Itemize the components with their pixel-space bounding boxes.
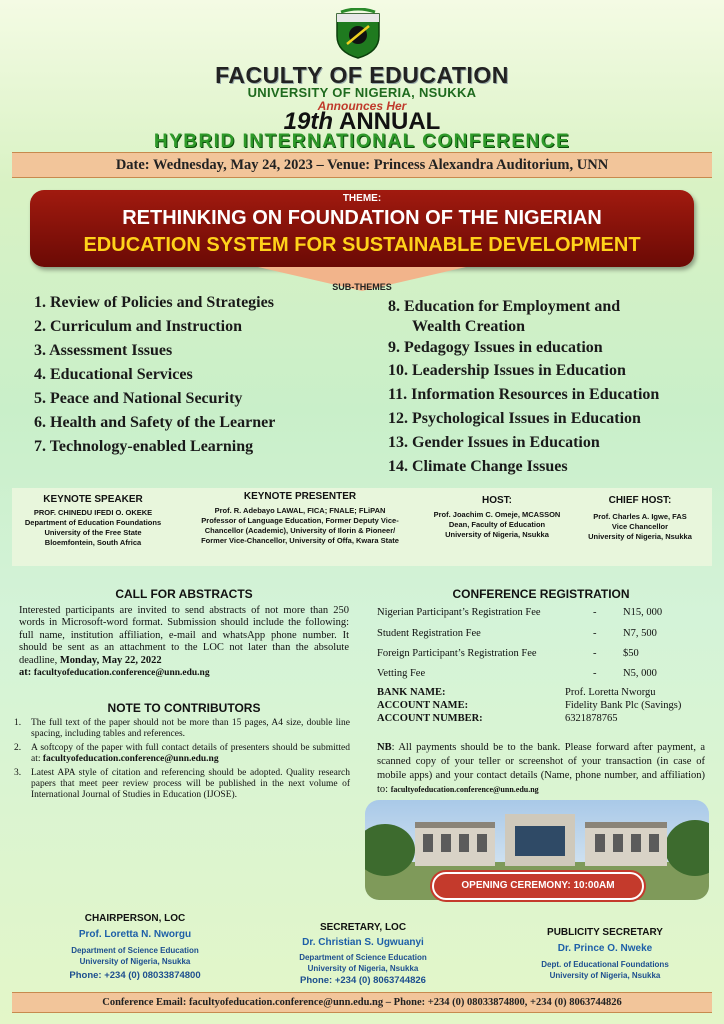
registration-title: CONFERENCE REGISTRATION	[452, 587, 630, 601]
footer-contact: Conference Email: facultyofeducation.conference@unn.edu.ng – Phone: +234 (0) 08033874800, +234 (0) 8063744826	[102, 997, 622, 1008]
chief-host-title: CHIEF HOST:	[608, 495, 672, 506]
abstracts-email: facultyofeducation.conference@unn.edu.ng	[33, 668, 210, 679]
detail-line: Prof. Charles A. Igwe, FAS	[593, 512, 687, 521]
subtheme-item: 12. Psychological Issues in Education	[388, 410, 641, 427]
note-number: 3.	[14, 767, 22, 778]
fee-dash: -	[593, 628, 597, 639]
fee-amount: N5, 000	[623, 668, 657, 679]
note-text-part: A softcopy of the paper with full contact details of presenters should be submitted at:	[31, 742, 350, 765]
subtheme-item: 13. Gender Issues in Education	[388, 434, 600, 451]
bank-label: ACCOUNT NUMBER:	[377, 713, 483, 724]
fee-amount: N7, 500	[623, 628, 657, 639]
abstracts-text: Interested participants are invited to send abstracts of not more than 250 words in Microsoft-word format. Submission should include the following: full name, institution affiliation, e-mail and whatsApp phone number. It should be sent as an attachment to the LOC not later than the absolute deadline,	[19, 605, 349, 666]
note-number: 2.	[14, 742, 22, 753]
note-text: The full text of the paper should not be more than 15 pages, A4 size, double line spacing, including tables and references.	[31, 718, 350, 740]
subtheme-item: 6. Health and Safety of the Learner	[34, 414, 276, 431]
fee-label: Student Registration Fee	[377, 628, 481, 639]
bank-label: ACCOUNT NAME:	[377, 700, 469, 711]
subtheme-item: 11. Information Resources in Education	[388, 386, 660, 403]
nb-text: : All payments should be to the bank. Please forward after payment, a scanned copy of your teller or screenshot of your transaction (in case of mobile apps) and your contact details (Name, phone number, and affiliation) to:	[377, 742, 705, 795]
publicity-dept: Dept. of Educational Foundations	[541, 960, 669, 969]
fee-label: Foreign Participant’s Registration Fee	[377, 648, 537, 659]
keynote-speaker-details	[14, 508, 172, 548]
secretary-name: Dr. Christian S. Ugwuanyi	[302, 937, 424, 948]
note-text	[31, 743, 350, 766]
abstracts-deadline: Monday, May 22, 2022	[59, 654, 162, 666]
fee-dash: -	[593, 648, 597, 659]
fee-dash: -	[593, 607, 597, 618]
detail-line: University of Nigeria, Nsukka	[588, 532, 692, 541]
detail-line: Prof. Joachim C. Omeje, MCASSON	[433, 510, 561, 519]
detail-line: Vice Chancellor	[611, 522, 669, 531]
note-item	[14, 743, 350, 766]
chairperson-name: Prof. Loretta N. Nworgu	[78, 929, 192, 940]
conference-type: HYBRID INTERNATIONAL CONFERENCE	[153, 131, 571, 152]
chairperson-phone: Phone: +234 (0) 08033874800	[69, 970, 201, 981]
detail-line: Bloemfontein, South Africa	[44, 538, 142, 547]
fee-label: Vetting Fee	[377, 668, 426, 679]
subtheme-item: 10. Leadership Issues in Education	[388, 362, 626, 379]
publicity-univ: University of Nigeria, Nsukka	[549, 971, 661, 980]
footer-bar	[12, 992, 712, 1013]
note-item	[14, 718, 350, 741]
fee-amount: N15, 000	[623, 607, 663, 618]
abstracts-at: at:	[19, 667, 34, 679]
edition-number: 19th	[283, 108, 334, 135]
subtheme-item: 3. Assessment Issues	[34, 342, 173, 359]
theme-line-2: EDUCATION SYSTEM FOR SUSTAINABLE DEVELOPMENT	[83, 234, 641, 256]
secretary-phone: Phone: +234 (0) 8063744826	[300, 975, 426, 986]
theme-label: THEME:	[342, 193, 382, 204]
detail-line: Dean, Faculty of Education	[448, 520, 546, 529]
subthemes-label: SUB-THEMES	[332, 282, 392, 292]
subtheme-item: 4. Educational Services	[34, 366, 193, 383]
detail-line: Department of Education Foundations	[24, 518, 162, 527]
chief-host-details	[574, 512, 706, 542]
note-text: Latest APA style of citation and referencing should be adopted. Quality research papers that meet peer review process will be published in the next volume of International Journal of Studies in Education (IJOSE).	[31, 767, 350, 801]
fee-dash: -	[593, 668, 597, 679]
secretary-univ: University of Nigeria, Nsukka	[307, 964, 419, 973]
host-details	[420, 510, 574, 540]
theme-line-1: RETHINKING ON FOUNDATION OF THE NIGERIAN	[122, 207, 602, 229]
fee-amount: $50	[623, 648, 639, 659]
bank-value: 6321878765	[565, 713, 618, 724]
keynote-presenter-title: KEYNOTE PRESENTER	[243, 491, 357, 502]
faculty-title: FACULTY OF EDUCATION	[215, 62, 509, 88]
subtheme-item: Wealth Creation	[412, 318, 526, 335]
announces-text: Announces Her	[317, 99, 407, 113]
opening-ceremony-badge	[432, 872, 644, 900]
detail-line: University of Nigeria, Nsukka	[445, 530, 549, 539]
payment-note	[377, 741, 705, 797]
detail-line: Prof. R. Adebayo LAWAL, FICA; FNALE; FLiPAN	[214, 506, 386, 515]
secretary-title: SECRETARY, LOC	[319, 922, 407, 933]
host-title: HOST:	[482, 495, 512, 506]
date-venue-text: Date: Wednesday, May 24, 2023 – Venue: Princess Alexandra Auditorium, UNN	[115, 157, 609, 173]
publicity-title: PUBLICITY SECRETARY	[547, 927, 663, 938]
chairperson-univ: University of Nigeria, Nsukka	[79, 957, 191, 966]
university-name: UNIVERSITY OF NIGERIA, NSUKKA	[247, 85, 477, 100]
chairperson-dept: Department of Science Education	[71, 946, 199, 955]
annual-word: ANNUAL	[339, 108, 441, 135]
bank-value: Prof. Loretta Nworgu	[565, 687, 656, 698]
nb-label: NB	[377, 742, 392, 753]
theme-banner	[30, 190, 694, 267]
subtheme-item: 7. Technology-enabled Learning	[34, 438, 254, 455]
subtheme-item: 9. Pedagogy Issues in education	[388, 339, 603, 356]
date-venue-bar	[12, 152, 712, 178]
bank-value: Fidelity Bank Plc (Savings)	[565, 700, 682, 711]
university-crest-icon	[333, 8, 383, 60]
subtheme-item: 5. Peace and National Security	[34, 390, 243, 407]
opening-ceremony-text: OPENING CEREMONY: 10:00AM	[461, 880, 615, 891]
note-email: facultyofeducation.conference@unn.edu.ng	[42, 754, 219, 765]
subtheme-item: 14. Climate Change Issues	[388, 458, 568, 475]
subtheme-item: 2. Curriculum and Instruction	[34, 318, 243, 335]
subtheme-item: 8. Education for Employment and	[388, 298, 621, 315]
detail-line: Chancellor (Academic), University of Ilorin & Pioneer/	[204, 526, 396, 535]
note-item	[14, 768, 350, 802]
subtheme-item: 1. Review of Policies and Strategies	[34, 294, 274, 311]
notes-title: NOTE TO CONTRIBUTORS	[107, 701, 261, 715]
note-number: 1.	[14, 718, 22, 728]
detail-line: Former Vice-Chancellor, University of Offa, Kwara State	[201, 536, 399, 545]
notes-list	[14, 718, 350, 804]
detail-line: PROF. CHINEDU IFEDI O. OKEKE	[33, 508, 153, 517]
chairperson-title: CHAIRPERSON, LOC	[84, 913, 186, 924]
detail-line: University of the Free State	[44, 528, 142, 537]
abstracts-title: CALL FOR ABSTRACTS	[115, 587, 253, 601]
bank-label: BANK NAME:	[377, 687, 446, 698]
keynote-presenter-details	[184, 506, 416, 546]
keynote-speaker-title: KEYNOTE SPEAKER	[43, 494, 143, 505]
fee-label: Nigerian Participant’s Registration Fee	[377, 607, 541, 618]
publicity-name: Dr. Prince O. Nweke	[557, 943, 653, 954]
nb-email: facultyofeducation.conference@unn.edu.ng	[390, 785, 539, 794]
detail-line: Professor of Language Education, Former Deputy Vice-	[201, 516, 399, 525]
abstracts-body	[19, 605, 349, 679]
secretary-dept: Department of Science Education	[299, 953, 427, 962]
